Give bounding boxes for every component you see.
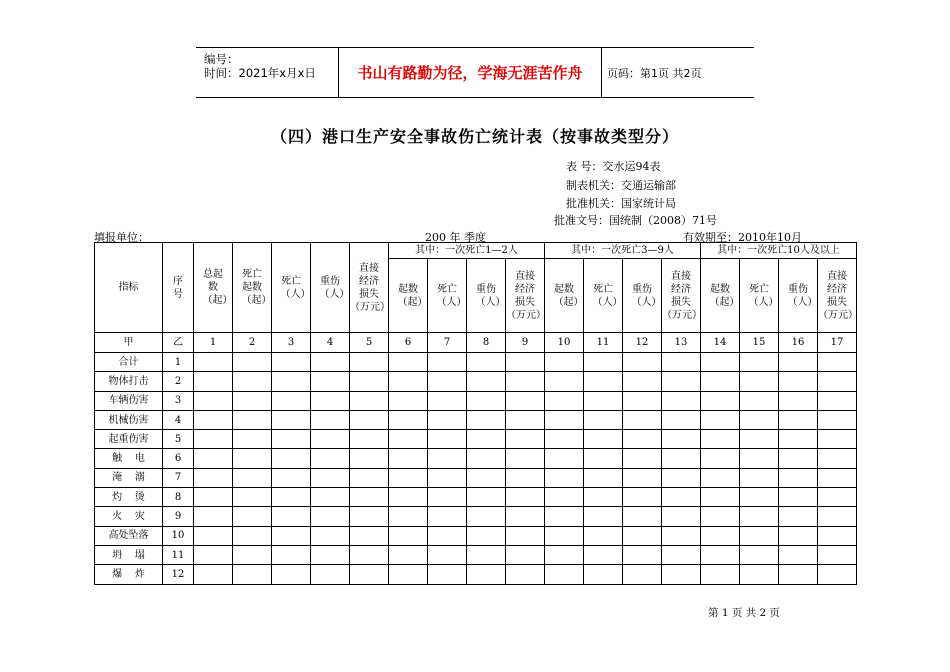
data-entry-cell[interactable] [428,391,467,410]
data-entry-cell[interactable] [311,468,350,487]
row-seq: 7 [163,468,194,487]
data-entry-cell[interactable] [662,410,701,429]
data-entry-cell[interactable] [701,410,740,429]
column-code-cell: 16 [779,333,818,353]
sub-injury: 重伤（人） [779,259,818,333]
row-seq: 12 [163,565,194,584]
data-entry-cell[interactable] [818,353,857,372]
data-entry-cell[interactable] [662,545,701,564]
data-entry-cell[interactable] [545,391,584,410]
data-entry-cell[interactable] [779,410,818,429]
data-entry-cell[interactable] [779,391,818,410]
data-entry-cell[interactable] [389,391,428,410]
header-loss: 直接经济损失 （万元） [350,243,389,333]
data-entry-cell[interactable] [545,565,584,584]
data-entry-cell[interactable] [740,410,779,429]
data-entry-cell[interactable] [818,430,857,449]
data-entry-cell[interactable] [350,468,389,487]
group-header-3: 其中：一次死亡10人及以上 [701,243,857,259]
data-entry-cell[interactable] [506,449,545,468]
data-entry-cell[interactable] [701,507,740,526]
row-indicator-name: 触 电 [95,449,163,468]
table-row [95,526,857,545]
header-total-count: 总起数（起） [194,243,233,333]
data-entry-cell[interactable] [389,449,428,468]
data-entry-cell[interactable] [545,449,584,468]
data-entry-cell[interactable] [818,507,857,526]
data-entry-cell[interactable] [233,430,272,449]
data-entry-cell[interactable] [701,545,740,564]
data-entry-cell[interactable] [779,449,818,468]
data-entry-cell[interactable] [272,391,311,410]
data-entry-cell[interactable] [740,391,779,410]
data-entry-cell[interactable] [779,545,818,564]
column-code-cell: 8 [467,333,506,353]
sub-injury: 重伤（人） [623,259,662,333]
header-page-code: 页码：第1页 共2页 [607,66,702,80]
data-entry-cell[interactable] [467,488,506,507]
column-code-cell: 甲 [95,333,163,353]
data-entry-cell[interactable] [350,449,389,468]
data-entry-cell[interactable] [506,507,545,526]
data-entry-cell[interactable] [740,449,779,468]
data-entry-cell[interactable] [740,468,779,487]
data-entry-cell[interactable] [233,526,272,545]
data-entry-cell[interactable] [389,353,428,372]
data-entry-cell[interactable] [623,430,662,449]
row-indicator-name: 合计 [95,353,163,372]
data-entry-cell[interactable] [818,545,857,564]
data-entry-cell[interactable] [740,488,779,507]
header-death-count: 死亡起数（起） [233,243,272,333]
data-entry-cell[interactable] [623,391,662,410]
row-seq: 4 [163,410,194,429]
table-row [95,468,857,487]
data-entry-cell[interactable] [623,372,662,391]
data-entry-cell[interactable] [701,449,740,468]
data-entry-cell[interactable] [584,372,623,391]
table-row [95,391,857,410]
data-entry-cell[interactable] [584,565,623,584]
data-entry-cell[interactable] [311,391,350,410]
data-entry-cell[interactable] [389,372,428,391]
data-entry-cell[interactable] [779,526,818,545]
data-entry-cell[interactable] [311,372,350,391]
valid-until: 有效期至：2010年10月 [683,231,802,244]
data-entry-cell[interactable] [194,488,233,507]
data-entry-cell[interactable] [428,353,467,372]
column-code-cell: 乙 [163,333,194,353]
data-entry-cell[interactable] [311,449,350,468]
time-label: 时间：2021年x月x日 [204,66,316,80]
header-seq: 序号 [163,243,194,333]
data-entry-cell[interactable] [233,488,272,507]
data-entry-cell[interactable] [623,488,662,507]
data-entry-cell[interactable] [545,526,584,545]
data-entry-cell[interactable] [194,410,233,429]
data-entry-cell[interactable] [662,507,701,526]
column-code-cell: 2 [233,333,272,353]
data-entry-cell[interactable] [272,526,311,545]
data-entry-cell[interactable] [311,430,350,449]
row-indicator-name: 灼 烫 [95,488,163,507]
data-entry-cell[interactable] [818,526,857,545]
data-entry-cell[interactable] [233,545,272,564]
data-entry-cell[interactable] [389,526,428,545]
data-entry-cell[interactable] [662,449,701,468]
table-row [95,507,857,526]
data-entry-cell[interactable] [740,430,779,449]
data-entry-cell[interactable] [272,449,311,468]
data-entry-cell[interactable] [389,468,428,487]
data-entry-cell[interactable] [545,488,584,507]
data-entry-cell[interactable] [545,545,584,564]
row-seq: 6 [163,449,194,468]
table-row [95,565,857,584]
data-entry-cell[interactable] [467,565,506,584]
data-entry-cell[interactable] [701,430,740,449]
row-seq: 5 [163,430,194,449]
data-entry-cell[interactable] [428,507,467,526]
sub-loss: 直接经济损失 （万元） [818,259,857,333]
page-footer: 第 1 页 共 2 页 [708,607,781,619]
data-entry-cell[interactable] [818,391,857,410]
data-entry-cell[interactable] [545,353,584,372]
data-entry-cell[interactable] [194,565,233,584]
row-seq: 3 [163,391,194,410]
data-entry-cell[interactable] [506,372,545,391]
data-entry-cell[interactable] [467,410,506,429]
data-entry-cell[interactable] [701,488,740,507]
column-code-cell: 17 [818,333,857,353]
sub-count: 起数（起） [701,259,740,333]
data-entry-cell[interactable] [584,507,623,526]
data-entry-cell[interactable] [350,526,389,545]
data-entry-cell[interactable] [545,430,584,449]
data-entry-cell[interactable] [779,372,818,391]
header-info-cell [196,48,338,97]
data-entry-cell[interactable] [584,391,623,410]
data-entry-cell[interactable] [350,353,389,372]
group-header-1: 其中：一次死亡1—2人 [389,243,545,259]
data-entry-cell[interactable] [662,468,701,487]
data-entry-cell[interactable] [662,565,701,584]
data-entry-cell[interactable] [818,565,857,584]
data-entry-cell[interactable] [350,430,389,449]
data-entry-cell[interactable] [194,353,233,372]
data-entry-cell[interactable] [311,353,350,372]
data-entry-cell[interactable] [545,372,584,391]
data-entry-cell[interactable] [428,430,467,449]
data-entry-cell[interactable] [311,526,350,545]
data-entry-cell[interactable] [194,526,233,545]
data-entry-cell[interactable] [272,565,311,584]
header-death: 死亡（人） [272,243,311,333]
data-entry-cell[interactable] [545,507,584,526]
data-entry-cell[interactable] [194,545,233,564]
data-entry-cell[interactable] [194,507,233,526]
data-entry-cell[interactable] [623,526,662,545]
data-entry-cell[interactable] [311,507,350,526]
data-entry-cell[interactable] [194,391,233,410]
data-entry-cell[interactable] [506,391,545,410]
data-entry-cell[interactable] [662,353,701,372]
data-entry-cell[interactable] [506,353,545,372]
data-entry-cell[interactable] [272,545,311,564]
column-code-cell: 10 [545,333,584,353]
data-entry-cell[interactable] [311,488,350,507]
sub-death: 死亡（人） [428,259,467,333]
data-entry-cell[interactable] [506,526,545,545]
data-entry-cell[interactable] [584,488,623,507]
data-entry-cell[interactable] [233,449,272,468]
data-entry-cell[interactable] [506,565,545,584]
data-entry-cell[interactable] [350,565,389,584]
table-row [95,488,857,507]
data-entry-cell[interactable] [623,565,662,584]
data-entry-cell[interactable] [584,468,623,487]
data-entry-cell[interactable] [545,410,584,429]
row-seq: 9 [163,507,194,526]
data-entry-cell[interactable] [623,468,662,487]
data-entry-cell[interactable] [467,391,506,410]
data-entry-cell[interactable] [818,488,857,507]
data-entry-cell[interactable] [272,468,311,487]
data-entry-cell[interactable] [272,430,311,449]
data-entry-cell[interactable] [272,372,311,391]
data-entry-cell[interactable] [779,507,818,526]
data-entry-cell[interactable] [584,353,623,372]
header-injury: 重伤（人） [311,243,350,333]
data-entry-cell[interactable] [584,410,623,429]
table-row [95,410,857,429]
row-indicator-name: 车辆伤害 [95,391,163,410]
data-entry-cell[interactable] [701,391,740,410]
data-entry-cell[interactable] [467,545,506,564]
data-entry-cell[interactable] [233,391,272,410]
data-entry-cell[interactable] [662,391,701,410]
row-indicator-name: 爆 炸 [95,565,163,584]
data-entry-cell[interactable] [623,545,662,564]
data-entry-cell[interactable] [584,526,623,545]
data-entry-cell[interactable] [779,353,818,372]
table-row [95,430,857,449]
number-label: 编号： [204,52,239,66]
row-indicator-name: 起重伤害 [95,430,163,449]
data-entry-cell[interactable] [233,372,272,391]
data-entry-cell[interactable] [428,410,467,429]
column-code-cell: 12 [623,333,662,353]
sub-death: 死亡（人） [584,259,623,333]
data-entry-cell[interactable] [311,565,350,584]
column-code-cell: 7 [428,333,467,353]
column-code-cell: 5 [350,333,389,353]
row-seq: 2 [163,372,194,391]
data-entry-cell[interactable] [818,372,857,391]
data-entry-cell[interactable] [272,410,311,429]
data-entry-cell[interactable] [350,410,389,429]
data-entry-cell[interactable] [818,449,857,468]
data-entry-cell[interactable] [467,372,506,391]
data-entry-cell[interactable] [389,545,428,564]
data-entry-cell[interactable] [701,353,740,372]
column-code-cell: 4 [311,333,350,353]
data-entry-cell[interactable] [428,488,467,507]
header-slogan: 书山有路勤为径，学海无涯苦作舟 [338,48,602,97]
row-indicator-name: 高处坠落 [95,526,163,545]
row-indicator-name: 淹 溺 [95,468,163,487]
data-entry-cell[interactable] [662,526,701,545]
data-entry-cell[interactable] [662,372,701,391]
row-seq: 10 [163,526,194,545]
data-entry-cell[interactable] [233,565,272,584]
data-entry-cell[interactable] [701,468,740,487]
form-number: 表 号：交水运94表 [566,160,661,173]
data-entry-cell[interactable] [662,488,701,507]
data-entry-cell[interactable] [389,410,428,429]
data-entry-cell[interactable] [779,488,818,507]
data-entry-cell[interactable] [818,468,857,487]
sub-injury: 重伤（人） [467,259,506,333]
data-entry-cell[interactable] [584,430,623,449]
approval-document: 批准文号：国统制（2008）71号 [554,214,717,227]
page-header [196,47,754,98]
data-entry-cell[interactable] [740,526,779,545]
data-entry-cell[interactable] [311,410,350,429]
data-entry-cell[interactable] [350,372,389,391]
data-entry-cell[interactable] [389,507,428,526]
data-entry-cell[interactable] [467,449,506,468]
data-entry-cell[interactable] [272,488,311,507]
form-organization: 制表机关：交通运输部 [566,179,676,192]
data-entry-cell[interactable] [467,507,506,526]
data-entry-cell[interactable] [428,565,467,584]
data-entry-cell[interactable] [584,545,623,564]
data-entry-cell[interactable] [194,372,233,391]
data-entry-cell[interactable] [545,468,584,487]
data-entry-cell[interactable] [740,565,779,584]
data-entry-cell[interactable] [779,430,818,449]
data-entry-cell[interactable] [233,468,272,487]
data-entry-cell[interactable] [584,449,623,468]
data-entry-cell[interactable] [623,353,662,372]
column-code-cell: 6 [389,333,428,353]
data-entry-cell[interactable] [662,430,701,449]
row-indicator-name: 物体打击 [95,372,163,391]
data-entry-cell[interactable] [194,468,233,487]
group-header-2: 其中：一次死亡3—9人 [545,243,701,259]
table-row [95,372,857,391]
data-entry-cell[interactable] [350,545,389,564]
data-entry-cell[interactable] [194,430,233,449]
page-title: （四）港口生产安全事故伤亡统计表（按事故类型分） [270,127,679,146]
data-entry-cell[interactable] [701,526,740,545]
data-entry-cell[interactable] [506,430,545,449]
sub-loss: 直接经济损失 （万元） [662,259,701,333]
data-entry-cell[interactable] [623,507,662,526]
data-entry-cell[interactable] [506,468,545,487]
data-entry-cell[interactable] [701,372,740,391]
report-period: 200 年 季度 [425,231,486,244]
row-indicator-name: 坍 塌 [95,545,163,564]
data-entry-cell[interactable] [428,468,467,487]
data-entry-cell[interactable] [740,372,779,391]
data-entry-cell[interactable] [623,449,662,468]
sub-count: 起数（起） [389,259,428,333]
column-code-row [95,333,857,353]
reporting-unit-label: 填报单位： [94,231,149,244]
column-code-cell: 9 [506,333,545,353]
column-code-cell: 11 [584,333,623,353]
data-entry-cell[interactable] [350,391,389,410]
data-entry-cell[interactable] [467,526,506,545]
accident-statistics-table [94,242,857,585]
sub-death: 死亡（人） [740,259,779,333]
data-entry-cell[interactable] [233,410,272,429]
table-row [95,545,857,564]
data-entry-cell[interactable] [740,353,779,372]
data-entry-cell[interactable] [506,488,545,507]
data-entry-cell[interactable] [506,410,545,429]
data-entry-cell[interactable] [740,507,779,526]
data-entry-cell[interactable] [389,430,428,449]
row-indicator-name: 火 灾 [95,507,163,526]
table-row [95,449,857,468]
data-entry-cell[interactable] [272,353,311,372]
data-entry-cell[interactable] [272,507,311,526]
data-entry-cell[interactable] [701,565,740,584]
column-code-cell: 14 [701,333,740,353]
data-entry-cell[interactable] [389,488,428,507]
column-code-cell: 15 [740,333,779,353]
data-entry-cell[interactable] [389,565,428,584]
data-entry-cell[interactable] [467,468,506,487]
data-entry-cell[interactable] [350,507,389,526]
data-entry-cell[interactable] [311,545,350,564]
data-entry-cell[interactable] [779,565,818,584]
column-code-cell: 1 [194,333,233,353]
approval-organization: 批准机关：国家统计局 [566,197,676,210]
table-body [95,353,857,585]
table-row [95,353,857,372]
data-entry-cell[interactable] [740,545,779,564]
header-indicator: 指标 [95,243,163,333]
data-entry-cell[interactable] [467,353,506,372]
data-entry-cell[interactable] [428,449,467,468]
data-entry-cell[interactable] [623,410,662,429]
sub-count: 起数（起） [545,259,584,333]
data-entry-cell[interactable] [428,526,467,545]
data-entry-cell[interactable] [779,468,818,487]
column-code-cell: 3 [272,333,311,353]
column-code-cell: 13 [662,333,701,353]
data-entry-cell[interactable] [467,430,506,449]
data-entry-cell[interactable] [818,410,857,429]
data-entry-cell[interactable] [194,449,233,468]
row-seq: 8 [163,488,194,507]
data-entry-cell[interactable] [506,545,545,564]
data-entry-cell[interactable] [428,372,467,391]
row-indicator-name: 机械伤害 [95,410,163,429]
row-seq: 1 [163,353,194,372]
data-entry-cell[interactable] [233,507,272,526]
row-seq: 11 [163,545,194,564]
sub-loss: 直接经济损失 （万元） [506,259,545,333]
data-entry-cell[interactable] [350,488,389,507]
data-entry-cell[interactable] [428,545,467,564]
data-entry-cell[interactable] [233,353,272,372]
